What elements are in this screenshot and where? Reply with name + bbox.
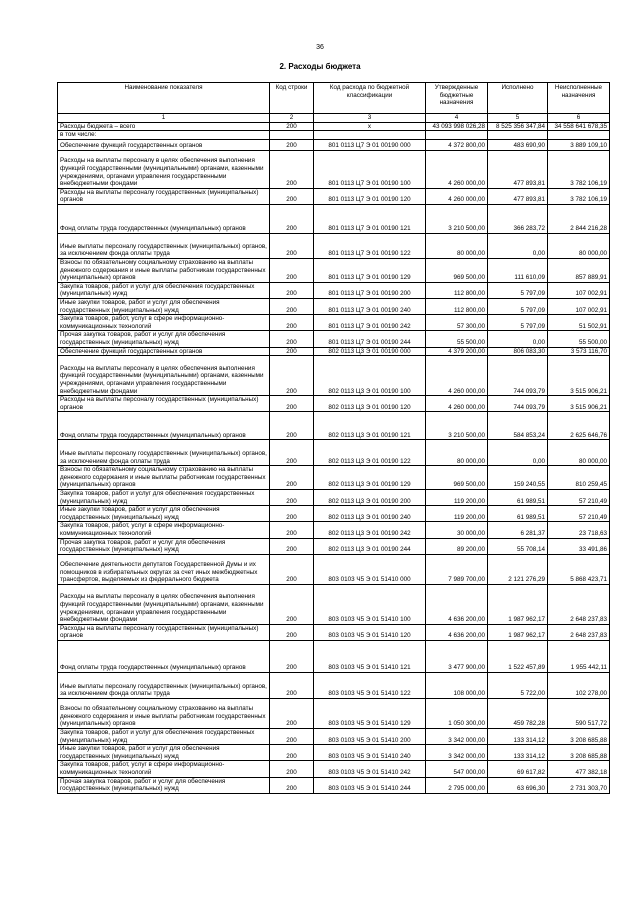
cell-bk: 802 0113 Ц3 Э 01 00190 121 bbox=[314, 412, 426, 440]
cell-unexecuted: 857 889,91 bbox=[548, 258, 610, 282]
cell-approved: 969 500,00 bbox=[426, 258, 488, 282]
cell-unexecuted: 3 208 685,88 bbox=[548, 745, 610, 761]
cell-approved: 119 200,00 bbox=[426, 490, 488, 506]
cell-code: 200 bbox=[270, 331, 314, 347]
table-body bbox=[58, 122, 610, 793]
cell-code: 200 bbox=[270, 624, 314, 640]
cell-executed: 806 083,30 bbox=[488, 347, 548, 356]
cell-bk: 803 0103 Ч5 Э 01 51410 129 bbox=[314, 699, 426, 729]
cell-bk: x bbox=[314, 122, 426, 131]
cell-bk: 803 0103 Ч5 Э 01 51410 242 bbox=[314, 761, 426, 777]
cell-approved: 57 300,00 bbox=[426, 315, 488, 331]
cell-executed: 1 987 962,17 bbox=[488, 624, 548, 640]
cell-code: 200 bbox=[270, 204, 314, 233]
cell-bk: 801 0113 Ц7 Э 01 00190 240 bbox=[314, 298, 426, 314]
cell-approved: 3 342 000,00 bbox=[426, 729, 488, 745]
cell-name: Закупка товаров, работ и услуг для обеспечения государственных (муниципальных) нужд bbox=[58, 729, 270, 745]
table-row bbox=[58, 315, 610, 331]
cell-executed: 55 708,14 bbox=[488, 538, 548, 554]
cell-code: 200 bbox=[270, 761, 314, 777]
table-row bbox=[58, 745, 610, 761]
cell-approved: 969 500,00 bbox=[426, 466, 488, 490]
cell-name: Иные закупки товаров, работ и услуг для обеспечения государственных (муниципальных) нужд bbox=[58, 506, 270, 522]
cell-bk: 803 0103 Ч5 Э 01 51410 121 bbox=[314, 641, 426, 673]
cell-code: 200 bbox=[270, 729, 314, 745]
header-executed: Исполнено bbox=[488, 83, 548, 114]
cell-code: 200 bbox=[270, 673, 314, 699]
cell-approved: 3 210 500,00 bbox=[426, 412, 488, 440]
cell-name: Расходы на выплаты персоналу государственных (муниципальных) органов bbox=[58, 396, 270, 412]
cell-name: в том числе: bbox=[58, 131, 270, 140]
cell-code: 200 bbox=[270, 396, 314, 412]
cell-executed bbox=[488, 131, 548, 140]
cell-code: 200 bbox=[270, 298, 314, 314]
cell-unexecuted: 34 558 641 678,35 bbox=[548, 122, 610, 131]
column-number: 1 bbox=[58, 114, 270, 123]
cell-executed: 159 240,55 bbox=[488, 466, 548, 490]
cell-unexecuted: 810 259,45 bbox=[548, 466, 610, 490]
header-indicator-name: Наименование показателя bbox=[58, 83, 270, 114]
expenditure-table bbox=[57, 82, 610, 794]
cell-bk: 802 0113 Ц3 Э 01 00190 242 bbox=[314, 522, 426, 538]
cell-code: 200 bbox=[270, 522, 314, 538]
cell-name: Расходы на выплаты персоналу в целях обеспечения выполнения функций государственными (муниципальными) органами, казенными учреждениями, органами управления государственными внебюджетными фондами bbox=[58, 150, 270, 188]
cell-executed: 477 893,81 bbox=[488, 188, 548, 204]
cell-approved: 4 372 800,00 bbox=[426, 139, 488, 150]
cell-executed: 69 617,82 bbox=[488, 761, 548, 777]
section-title: 2. Расходы бюджета bbox=[279, 62, 361, 71]
cell-name: Закупка товаров, работ и услуг для обеспечения государственных (муниципальных) нужд bbox=[58, 490, 270, 506]
table-row bbox=[58, 188, 610, 204]
cell-code: 200 bbox=[270, 233, 314, 258]
cell-name: Взносы по обязательному социальному страхованию на выплаты денежного содержания и иные выплаты работникам государственных (муниципальных) органов bbox=[58, 258, 270, 282]
cell-name: Фонд оплаты труда государственных (муниципальных) органов bbox=[58, 412, 270, 440]
table-row bbox=[58, 624, 610, 640]
column-number: 6 bbox=[548, 114, 610, 123]
cell-approved: 80 000,00 bbox=[426, 440, 488, 466]
cell-executed: 5 797,09 bbox=[488, 282, 548, 298]
cell-approved: 80 000,00 bbox=[426, 233, 488, 258]
cell-name: Прочая закупка товаров, работ и услуг для обеспечения государственных (муниципальных) нужд bbox=[58, 538, 270, 554]
cell-code: 200 bbox=[270, 258, 314, 282]
cell-unexecuted: 80 000,00 bbox=[548, 440, 610, 466]
cell-approved: 7 989 700,00 bbox=[426, 554, 488, 584]
cell-approved: 119 200,00 bbox=[426, 506, 488, 522]
cell-name: Расходы на выплаты персоналу в целях обеспечения выполнения функций государственными (муниципальными) органами, казенными учреждениями, органами управления государственными внебюджетными фондами bbox=[58, 356, 270, 396]
table-row bbox=[58, 396, 610, 412]
cell-bk: 801 0113 Ц7 Э 01 00190 129 bbox=[314, 258, 426, 282]
table-row bbox=[58, 204, 610, 233]
cell-executed: 63 696,30 bbox=[488, 777, 548, 793]
table-row bbox=[58, 584, 610, 624]
cell-approved: 3 477 900,00 bbox=[426, 641, 488, 673]
cell-name: Иные выплаты персоналу государственных (муниципальных) органов, за исключением фонда оплаты труда bbox=[58, 233, 270, 258]
cell-unexecuted: 5 868 423,71 bbox=[548, 554, 610, 584]
cell-name: Обеспечение функций государственных органов bbox=[58, 139, 270, 150]
cell-approved: 112 800,00 bbox=[426, 298, 488, 314]
cell-approved: 3 342 000,00 bbox=[426, 745, 488, 761]
cell-name: Расходы бюджета – всего bbox=[58, 122, 270, 131]
cell-unexecuted: 2 844 216,28 bbox=[548, 204, 610, 233]
cell-code: 200 bbox=[270, 440, 314, 466]
cell-unexecuted: 55 500,00 bbox=[548, 331, 610, 347]
cell-unexecuted: 2 731 303,70 bbox=[548, 777, 610, 793]
cell-bk: 801 0113 Ц7 Э 01 00190 100 bbox=[314, 150, 426, 188]
table-row bbox=[58, 331, 610, 347]
cell-executed: 459 782,28 bbox=[488, 699, 548, 729]
cell-executed: 2 121 276,29 bbox=[488, 554, 548, 584]
cell-approved: 3 210 500,00 bbox=[426, 204, 488, 233]
cell-unexecuted: 57 210,49 bbox=[548, 490, 610, 506]
cell-code bbox=[270, 131, 314, 140]
table-row bbox=[58, 150, 610, 188]
cell-approved: 4 636 200,00 bbox=[426, 624, 488, 640]
cell-name: Обеспечение деятельности депутатов Государственной Думы и их помощников в избирательных округах за счет иных межбюджетных трансфертов, выделяемых из федерального бюджета bbox=[58, 554, 270, 584]
cell-name: Закупка товаров, работ, услуг в сфере информационно-коммуникационных технологий bbox=[58, 315, 270, 331]
cell-executed: 744 093,79 bbox=[488, 356, 548, 396]
cell-unexecuted: 3 782 106,19 bbox=[548, 150, 610, 188]
cell-name: Иные выплаты персоналу государственных (муниципальных) органов, за исключением фонда оплаты труда bbox=[58, 440, 270, 466]
cell-approved: 4 636 200,00 bbox=[426, 584, 488, 624]
cell-bk: 803 0103 Ч5 Э 01 51410 240 bbox=[314, 745, 426, 761]
cell-executed: 5 722,00 bbox=[488, 673, 548, 699]
column-number: 5 bbox=[488, 114, 548, 123]
cell-unexecuted: 80 000,00 bbox=[548, 233, 610, 258]
cell-executed: 584 853,24 bbox=[488, 412, 548, 440]
cell-code: 200 bbox=[270, 538, 314, 554]
table-row bbox=[58, 777, 610, 793]
cell-approved: 30 000,00 bbox=[426, 522, 488, 538]
cell-name: Прочая закупка товаров, работ и услуг для обеспечения государственных (муниципальных) нужд bbox=[58, 777, 270, 793]
cell-code: 200 bbox=[270, 506, 314, 522]
cell-executed: 1 522 457,89 bbox=[488, 641, 548, 673]
table-row bbox=[58, 729, 610, 745]
cell-name: Иные выплаты персоналу государственных (муниципальных) органов, за исключением фонда оплаты труда bbox=[58, 673, 270, 699]
cell-name: Взносы по обязательному социальному страхованию на выплаты денежного содержания и иные выплаты работникам государственных (муниципальных) органов bbox=[58, 699, 270, 729]
cell-executed: 483 690,90 bbox=[488, 139, 548, 150]
column-number: 3 bbox=[314, 114, 426, 123]
cell-code: 200 bbox=[270, 777, 314, 793]
cell-executed: 366 283,72 bbox=[488, 204, 548, 233]
cell-executed: 0,00 bbox=[488, 331, 548, 347]
table-row bbox=[58, 347, 610, 356]
cell-name: Иные закупки товаров, работ и услуг для обеспечения государственных (муниципальных) нужд bbox=[58, 298, 270, 314]
cell-bk: 802 0113 Ц3 Э 01 00190 100 bbox=[314, 356, 426, 396]
cell-bk: 802 0113 Ц3 Э 01 00190 200 bbox=[314, 490, 426, 506]
table-row bbox=[58, 538, 610, 554]
cell-code: 200 bbox=[270, 347, 314, 356]
cell-unexecuted: 3 515 906,21 bbox=[548, 396, 610, 412]
column-number: 4 bbox=[426, 114, 488, 123]
cell-name: Прочая закупка товаров, работ и услуг для обеспечения государственных (муниципальных) нужд bbox=[58, 331, 270, 347]
cell-unexecuted: 3 782 106,19 bbox=[548, 188, 610, 204]
cell-approved: 4 260 000,00 bbox=[426, 188, 488, 204]
cell-bk: 802 0113 Ц3 Э 01 00190 129 bbox=[314, 466, 426, 490]
header-budget-code: Код расхода по бюджетной классификации bbox=[314, 83, 426, 114]
cell-name: Расходы на выплаты персоналу государственных (муниципальных) органов bbox=[58, 188, 270, 204]
table-row bbox=[58, 554, 610, 584]
column-number: 2 bbox=[270, 114, 314, 123]
cell-unexecuted: 2 648 237,83 bbox=[548, 624, 610, 640]
header-approved: Утвержденные бюджетные назначения bbox=[426, 83, 488, 114]
cell-bk: 803 0103 Ч5 Э 01 51410 000 bbox=[314, 554, 426, 584]
table-row bbox=[58, 412, 610, 440]
cell-code: 200 bbox=[270, 699, 314, 729]
table-row bbox=[58, 699, 610, 729]
cell-name: Закупка товаров, работ и услуг для обеспечения государственных (муниципальных) нужд bbox=[58, 282, 270, 298]
cell-code: 200 bbox=[270, 282, 314, 298]
cell-code: 200 bbox=[270, 641, 314, 673]
cell-code: 200 bbox=[270, 466, 314, 490]
table-row bbox=[58, 761, 610, 777]
cell-name: Фонд оплаты труда государственных (муниципальных) органов bbox=[58, 204, 270, 233]
cell-executed: 133 314,12 bbox=[488, 729, 548, 745]
cell-code: 200 bbox=[270, 490, 314, 506]
cell-executed: 5 797,09 bbox=[488, 315, 548, 331]
cell-unexecuted bbox=[548, 131, 610, 140]
cell-executed: 0,00 bbox=[488, 440, 548, 466]
cell-bk: 801 0113 Ц7 Э 01 00190 242 bbox=[314, 315, 426, 331]
cell-name: Обеспечение функций государственных органов bbox=[58, 347, 270, 356]
cell-bk: 801 0113 Ц7 Э 01 00190 200 bbox=[314, 282, 426, 298]
cell-approved: 4 379 200,00 bbox=[426, 347, 488, 356]
cell-bk: 801 0113 Ц7 Э 01 00190 244 bbox=[314, 331, 426, 347]
cell-code: 200 bbox=[270, 139, 314, 150]
table-row bbox=[58, 641, 610, 673]
cell-unexecuted: 590 517,72 bbox=[548, 699, 610, 729]
cell-bk: 802 0113 Ц3 Э 01 00190 244 bbox=[314, 538, 426, 554]
cell-unexecuted: 102 278,00 bbox=[548, 673, 610, 699]
table-row bbox=[58, 356, 610, 396]
cell-code: 200 bbox=[270, 584, 314, 624]
cell-name: Закупка товаров, работ, услуг в сфере информационно-коммуникационных технологий bbox=[58, 522, 270, 538]
cell-executed: 8 525 356 347,84 bbox=[488, 122, 548, 131]
cell-code: 200 bbox=[270, 315, 314, 331]
table-row bbox=[58, 233, 610, 258]
table-row bbox=[58, 506, 610, 522]
cell-unexecuted: 33 491,86 bbox=[548, 538, 610, 554]
table-row bbox=[58, 258, 610, 282]
cell-executed: 1 987 962,17 bbox=[488, 584, 548, 624]
cell-approved: 2 795 000,00 bbox=[426, 777, 488, 793]
cell-unexecuted: 3 573 116,70 bbox=[548, 347, 610, 356]
header-unexecuted: Неисполненные назначения bbox=[548, 83, 610, 114]
table-row bbox=[58, 466, 610, 490]
cell-executed: 744 093,79 bbox=[488, 396, 548, 412]
cell-bk: 802 0113 Ц3 Э 01 00190 000 bbox=[314, 347, 426, 356]
cell-unexecuted: 3 889 109,10 bbox=[548, 139, 610, 150]
table-header-row bbox=[58, 83, 610, 114]
cell-executed: 0,00 bbox=[488, 233, 548, 258]
cell-executed: 111 610,09 bbox=[488, 258, 548, 282]
table-row bbox=[58, 440, 610, 466]
cell-name: Закупка товаров, работ, услуг в сфере информационно-коммуникационных технологий bbox=[58, 761, 270, 777]
cell-code: 200 bbox=[270, 122, 314, 131]
cell-unexecuted: 107 002,91 bbox=[548, 298, 610, 314]
cell-bk: 801 0113 Ц7 Э 01 00190 122 bbox=[314, 233, 426, 258]
cell-bk: 802 0113 Ц3 Э 01 00190 240 bbox=[314, 506, 426, 522]
cell-unexecuted: 2 625 646,76 bbox=[548, 412, 610, 440]
cell-code: 200 bbox=[270, 356, 314, 396]
cell-approved: 89 200,00 bbox=[426, 538, 488, 554]
cell-bk: 803 0103 Ч5 Э 01 51410 120 bbox=[314, 624, 426, 640]
table-row bbox=[58, 490, 610, 506]
table-row bbox=[58, 122, 610, 131]
cell-executed: 61 989,51 bbox=[488, 506, 548, 522]
cell-executed: 133 314,12 bbox=[488, 745, 548, 761]
cell-approved: 4 260 000,00 bbox=[426, 356, 488, 396]
cell-unexecuted: 477 382,18 bbox=[548, 761, 610, 777]
cell-bk: 801 0113 Ц7 Э 01 00190 000 bbox=[314, 139, 426, 150]
cell-name: Расходы на выплаты персоналу государственных (муниципальных) органов bbox=[58, 624, 270, 640]
cell-unexecuted: 3 515 906,21 bbox=[548, 356, 610, 396]
cell-executed: 477 893,81 bbox=[488, 150, 548, 188]
cell-executed: 6 281,37 bbox=[488, 522, 548, 538]
cell-bk: 801 0113 Ц7 Э 01 00190 120 bbox=[314, 188, 426, 204]
cell-unexecuted: 51 502,91 bbox=[548, 315, 610, 331]
table-row bbox=[58, 282, 610, 298]
cell-name: Расходы на выплаты персоналу в целях обеспечения выполнения функций государственными (муниципальными) органами, казенными учреждениями, органами управления государственными внебюджетными фондами bbox=[58, 584, 270, 624]
cell-approved: 55 500,00 bbox=[426, 331, 488, 347]
cell-code: 200 bbox=[270, 745, 314, 761]
page-number: 36 bbox=[316, 44, 324, 51]
cell-code: 200 bbox=[270, 412, 314, 440]
cell-bk: 803 0103 Ч5 Э 01 51410 200 bbox=[314, 729, 426, 745]
cell-bk: 803 0103 Ч5 Э 01 51410 244 bbox=[314, 777, 426, 793]
cell-approved: 108 000,00 bbox=[426, 673, 488, 699]
table-row bbox=[58, 298, 610, 314]
cell-unexecuted: 107 002,91 bbox=[548, 282, 610, 298]
cell-code: 200 bbox=[270, 188, 314, 204]
cell-name: Взносы по обязательному социальному страхованию на выплаты денежного содержания и иные выплаты работникам государственных (муниципальных) органов bbox=[58, 466, 270, 490]
cell-executed: 61 989,51 bbox=[488, 490, 548, 506]
cell-approved: 4 260 000,00 bbox=[426, 396, 488, 412]
cell-approved bbox=[426, 131, 488, 140]
cell-code: 200 bbox=[270, 150, 314, 188]
cell-approved: 1 050 300,00 bbox=[426, 699, 488, 729]
cell-bk: 801 0113 Ц7 Э 01 00190 121 bbox=[314, 204, 426, 233]
table-row bbox=[58, 139, 610, 150]
cell-executed: 5 797,09 bbox=[488, 298, 548, 314]
cell-code: 200 bbox=[270, 554, 314, 584]
header-line-code: Код строки bbox=[270, 83, 314, 114]
table-row bbox=[58, 131, 610, 140]
cell-bk: 802 0113 Ц3 Э 01 00190 122 bbox=[314, 440, 426, 466]
cell-bk bbox=[314, 131, 426, 140]
cell-bk: 803 0103 Ч5 Э 01 51410 100 bbox=[314, 584, 426, 624]
table-row bbox=[58, 522, 610, 538]
cell-unexecuted: 1 955 442,11 bbox=[548, 641, 610, 673]
cell-name: Иные закупки товаров, работ и услуг для обеспечения государственных (муниципальных) нужд bbox=[58, 745, 270, 761]
cell-approved: 112 800,00 bbox=[426, 282, 488, 298]
cell-bk: 803 0103 Ч5 Э 01 51410 122 bbox=[314, 673, 426, 699]
cell-unexecuted: 57 210,49 bbox=[548, 506, 610, 522]
cell-name: Фонд оплаты труда государственных (муниципальных) органов bbox=[58, 641, 270, 673]
cell-unexecuted: 3 208 685,88 bbox=[548, 729, 610, 745]
table-row bbox=[58, 673, 610, 699]
cell-unexecuted: 2 648 237,83 bbox=[548, 584, 610, 624]
column-number-row bbox=[58, 114, 610, 123]
cell-approved: 43 093 998 026,28 bbox=[426, 122, 488, 131]
cell-approved: 4 260 000,00 bbox=[426, 150, 488, 188]
cell-bk: 802 0113 Ц3 Э 01 00190 120 bbox=[314, 396, 426, 412]
cell-unexecuted: 23 718,63 bbox=[548, 522, 610, 538]
cell-approved: 547 000,00 bbox=[426, 761, 488, 777]
